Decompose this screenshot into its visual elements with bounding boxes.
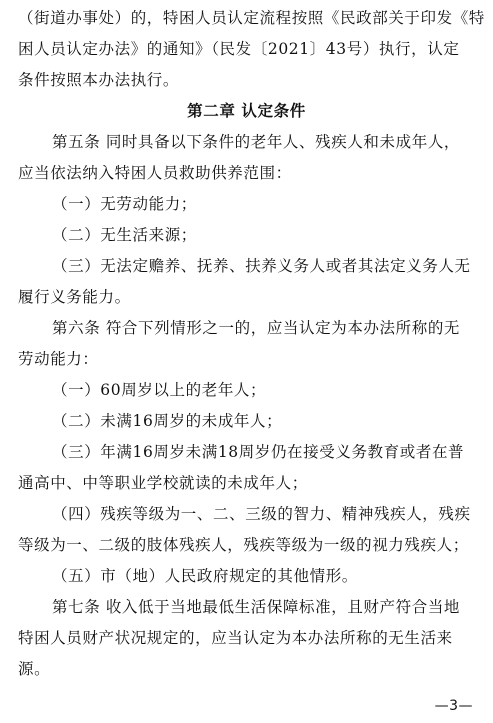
list-item-line: （二）未满16周岁的未成年人； <box>52 412 283 430</box>
text-line: 条件按照本办法执行。 <box>18 71 180 89</box>
list-item-line: （一）无劳动能力； <box>52 195 197 213</box>
chapter-heading: 第二章 认定条件 <box>187 102 306 120</box>
article-start-line: 第七条 收入低于当地最低生活保障标准，且财产符合当地 <box>52 598 461 616</box>
list-item-line: （二）无生活来源； <box>52 226 197 244</box>
text-line: 源。 <box>18 660 51 678</box>
text-line: 通高中、中等职业学校就读的未成年人； <box>18 474 308 492</box>
text-line: （街道办事处）的，特困人员认定流程按照《民政部关于印发《特 <box>18 9 485 27</box>
list-item-line: （三）无法定赡养、抚养、扶养义务人或者其法定义务人无 <box>52 257 471 275</box>
text-line: 应当依法纳入特困人员救助供养范围： <box>18 164 292 182</box>
text-line: 履行义务能力。 <box>18 288 131 306</box>
page-number: —3— <box>434 698 473 714</box>
text-line: 等级为一、二级的肢体残疾人，残疾等级为一级的视力残疾人； <box>18 536 469 554</box>
text-line: 劳动能力： <box>18 350 99 368</box>
text-line: 特困人员财产状况规定的，应当认定为本办法所称的无生活来 <box>18 629 453 647</box>
list-item-line: （一）60周岁以上的老年人； <box>52 381 267 399</box>
article-start-line: 第六条 符合下列情形之一的，应当认定为本办法所称的无 <box>52 319 461 337</box>
article-start-line: 第五条 同时具备以下条件的老年人、残疾人和未成年人， <box>52 133 461 151</box>
list-item-line: （四）残疾等级为一、二、三级的智力、精神残疾人，残疾 <box>52 505 471 523</box>
text-line: 困人员认定办法》的通知》（民发〔2021〕43号）执行，认定 <box>18 40 460 58</box>
list-item-line: （五）市（地）人民政府规定的其他情形。 <box>52 567 358 585</box>
list-item-line: （三）年满16周岁未满18周岁仍在接受义务教育或者在普 <box>52 443 465 461</box>
